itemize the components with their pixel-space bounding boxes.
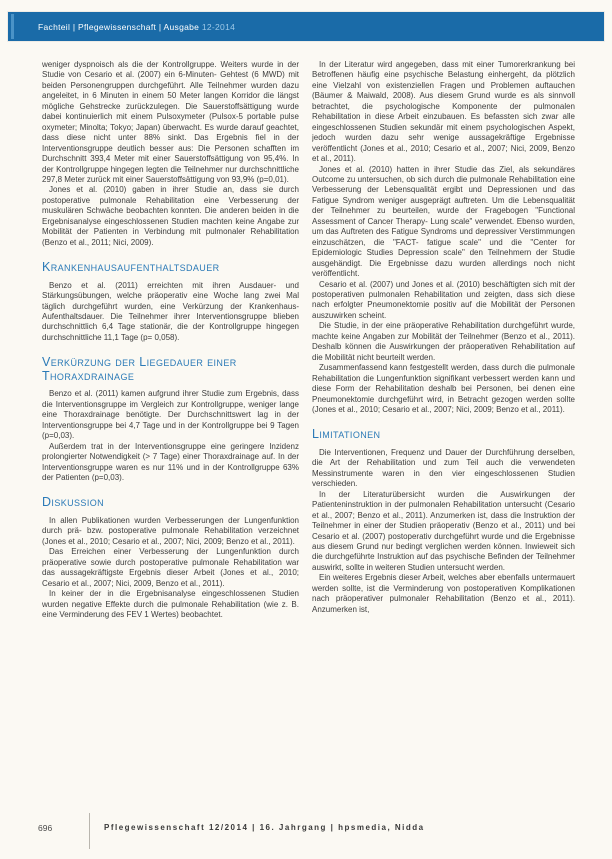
- body-paragraph: Zusammenfassend kann festgestellt werden, dass durch die pulmonale Rehabilitation die Lungenfunktion signifikant verbessert werden kann und diese Form der Rehabilitation deshalb bei Personen, bei denen eine Pneumonektomie durchgeführt wird, in Betracht gezogen werden sollte (Jones et al., 2010; Cesario et al., 2007; Nici, 2009; Benzo et al., 2011).: [312, 363, 575, 414]
- section-heading: Diskussion: [42, 495, 105, 510]
- body-paragraph: Das Erreichen einer Verbesserung der Lungenfunktion durch präoperative sowie durch postoperative pulmonale Rehabilitation war das aussagekräftigste Ergebnis dieser Arbeit (Jones et al., 2010; Cesario et al., 2007; Nici, 2009, Benzo et al., 2011).: [42, 547, 299, 588]
- body-paragraph: Benzo et al. (2011) kamen aufgrund ihrer Studie zum Ergebnis, dass die Interventionsgruppe im Vergleich zur Kontrollgruppe, weniger lange eine Thoraxdrainage benötigte. Der Durchschnittswert lag in der Interventionsgruppe bei 4,7 Tage und in der Kontrollgruppe bei 9 Tagen (p=0,03).: [42, 389, 299, 441]
- section-heading: Verkürzung der Liegedauer einer Thoraxdrainage: [42, 355, 237, 383]
- header-issue: 12-2014: [201, 21, 236, 32]
- body-paragraph: Ein weiteres Ergebnis dieser Arbeit, welches aber ebenfalls untermauert werden sollte, ist die Verminderung von postoperativen Komplikationen nach präoperativer pulmonaler Rehabilitation (Benzo et al., 2011). Anzumerken ist,: [312, 573, 575, 614]
- body-paragraph: Die Interventionen, Frequenz und Dauer der Durchführung derselben, die Art der Rehabilitation und zum Teil auch die verwendeten Messinstrumente waren in den vier eingeschlossenen Studien verschieden.: [312, 447, 575, 489]
- body-paragraph: Jones et al. (2010) hatten in ihrer Studie das Ziel, als sekundäres Outcome zu untersuchen, ob sich durch die pulmonale Rehabilitation eine Verbesserung der Lebensqualität ergibt und Depressionen und das Fatigue Syndrom weniger ausgeprägt auftreten. Um die Lebensqualität der Teilnehmer zu beurteilen, wurde der Fragebogen "Functional Assessment of Cancer Therapy- Lung scale" verwendet. Ebenso wurden, um das Auftreten des Fatigue Syndroms und depressiver Verstimmungen einzuschätzen, die "FACT- fatigue scale" und die "Center for Epidemiologic Studies Depression scale" den Teilnehmern der Studie ausgehändigt. Die Ergebnisse dazu wurden allerdings noch nicht veröffentlicht.: [312, 164, 575, 279]
- body-paragraph: Außerdem trat in der Interventionsgruppe eine geringere Inzidenz prolongierter Notwendigkeit (> 7 Tage) einer Thoraxdrainage auf. In der Interventionsgruppe waren es nur 11% und in der Kontrollgruppe 63% der Patienten (p=0,03).: [42, 441, 299, 482]
- section-heading: Krankenhausaufenthaltsdauer: [42, 260, 220, 275]
- right-column: [312, 60, 575, 811]
- body-paragraph: weniger dyspnoisch als die der Kontrollgruppe. Weiters wurde in der Studie von Cesario et al. (2007) ein 6-Minuten- Gehtest (6 MWD) mit beiden Personengruppen durchgeführt. Alle Teilnehmer wurden dazu angeleitet, in 6 Minuten in einem 50 Meter langen Korridor die längst mögliche Gehstrecke zurückzulegen. Die Sauerstoffsättigung wurde dabei kontinuierlich mit einem Pulsoxymeter (Pulsox-5 portable pulse oxymeter; Minolta; Tokyo; Japan) überwacht. Es wurde darauf geachtet, dass diese nicht unter 88% sinkt. Das Ergebnis fiel in der Interventionsgruppe deutlich besser aus: Die Personen schafften im Durchschnitt 393,4 Meter mit einer Sauerstoffsättigung von 95,4%. In der Kontrollgruppe hingegen legten die Teilnehmer nur durchschnittliche 297,8 Meter zurück mit einer Sauerstoffsättigung von 93,9% (p=0,01).: [42, 60, 299, 184]
- body-paragraph: Benzo et al. (2011) erreichten mit ihren Ausdauer- und Stärkungsübungen, welche präoperativ eine Woche lang zwei Mal täglich durchgeführt wurden, eine Verkürzung der Krankenhaus- Aufenthaltsdauer. Die Teilnehmer ihrer Interventionsgruppe blieben durchschnittlich 6,4 Tage stationär, die der Kontrollgruppe hingegen durchschnittliche 11,1 Tage (p= 0,058).: [42, 280, 299, 342]
- body-paragraph: In allen Publikationen wurden Verbesserungen der Lungenfunktion durch prä- bzw. postoperative pulmonale Rehabilitation verzeichnet (Jones et al., 2010; Cesario et al., 2007; Nici, 2009; Benzo et al., 2011).: [42, 515, 299, 546]
- header-accent-line: [11, 14, 14, 39]
- body-paragraph: In der Literaturübersicht wurden die Auswirkungen der Patienteninstruktion in der pulmonalen Rehabilitation untersucht (Cesario et al., 2007; Benzo et al., 2011). Anzumerken ist, dass die Instruktion der Teilnehmer in einer der Studien präoperativ (Benzo et al., 2011) und bei Cesario et al. (2007) postoperativ durchgeführt wurde und die Ergebnisse aus diesem Grund nur bedingt verglichen werden können. Inwieweit sich die durchgeführte Instruktion auf das psychische Befinden der Teilnehmer auswirkt, sollte in weiteren Studien untersucht werden.: [312, 489, 575, 572]
- body-paragraph: Cesario et al. (2007) und Jones et al. (2010) beschäftigten sich mit der postoperativen pulmonalen Rehabilitation und zeigten, dass sich diese nach erfolgter Pneumonektomie positiv auf die Mobilität der Personen auszuwirken scheint.: [312, 279, 575, 320]
- header-breadcrumb-text: Fachteil | Pflegewissenschaft | Ausgabe: [38, 21, 202, 32]
- body-paragraph: Die Studie, in der eine präoperative Rehabilitation durchgeführt wurde, machte keine Angaben zur Mobilität der Teilnehmer (Benzo et al., 2011). Deshalb können die Auswirkungen der präoperativen Rehabilitation auf die Mobilität nicht beurteilt werden.: [312, 321, 575, 362]
- body-paragraph: In der Literatur wird angegeben, dass mit einer Tumorerkrankung bei Betroffenen häufig eine psychische Belastung einhergeht, da plötzlich eine Vielzahl von existenziellen Fragen und Problemen auftauchen (Bäumer & Maiwald, 2008). Aus diesem Grund wurde es als sinnvoll betrachtet, die psychologische Komponente der pulmonalen Rehabilitation in diese Arbeit einzubauen. Es befassten sich zwar alle eingeschlossenen Studien sekundär mit einem psychologischen Aspekt, jedoch wurden dazu sehr wenige aussagekräftige Ergebnisse veröffentlicht (Jones et al., 2010; Cesario et al., 2007; Nici, 2009, Benzo et al., 2011).: [312, 60, 575, 164]
- body-paragraph: Jones et al. (2010) gaben in ihrer Studie an, dass sie durch postoperative pulmonale Rehabilitation eine Verbesserung der muskulären Schwäche beobachten konnten. Die anderen beiden in die Ergebnisanalyse eingeschlossenen Studien machten keine Angabe zur Mobilität der Patienten in Verbindung mit pulmonaler Rehabilitation (Benzo et al., 2011; Nici, 2009).: [42, 185, 299, 247]
- section-heading: Limitationen: [312, 427, 381, 442]
- footer: [0, 811, 612, 859]
- header-bar: [8, 12, 604, 41]
- header-breadcrumb: [38, 22, 235, 32]
- article-body: [42, 60, 575, 811]
- body-paragraph: In keiner der in die Ergebnisanalyse eingeschlossenen Studien wurden negative Effekte durch die pulmonale Rehabilitation (wie z. B. eine Verminderung des FEV 1 Wertes) beobachtet.: [42, 589, 299, 620]
- footer-journal-info: Pflegewissenschaft 12/2014 | 16. Jahrgang | hpsmedia, Nidda: [104, 823, 425, 832]
- footer-page-number: 696: [38, 823, 53, 833]
- footer-divider: [89, 813, 90, 849]
- left-column: [42, 60, 299, 811]
